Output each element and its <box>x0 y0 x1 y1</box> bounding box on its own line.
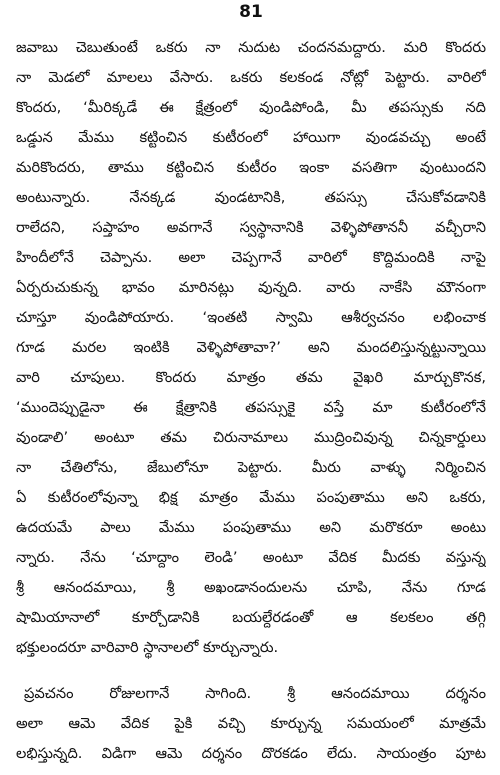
text-line: లభిస్తున్నది. విడిగా ఆమె దర్శనం దొరకడం లేదు. సాయంత్రం పూట <box>16 745 486 762</box>
text-line: జవాబు చెబుతుంటే ఒకరు నా నుదుట చందనమద్దారు. మరి కొందరు <box>16 39 486 56</box>
paragraph-1 <box>16 33 486 663</box>
text-line: నా చేతిలోను, జేబులోనూ పెట్టారు. మీరు వాళ్ళు నిర్మించిన <box>16 459 486 476</box>
page-number: 81 <box>239 2 263 22</box>
text-line: ఏర్పరుచుకున్న భావం మారినట్లు వున్నది. వారు నాకేసి మౌనంగా <box>16 279 486 296</box>
text-line: చూస్తూ వుండిపోయారు. ‘ఇంతటి స్వామి ఆశీర్వచనం లభించాక <box>16 309 486 326</box>
paragraph-2 <box>16 679 486 769</box>
text-line: అంటున్నారు. నేనక్కడ వుండటానికి, తపస్సు చేసుకోవడానికి <box>16 189 486 206</box>
text-line: మరికొందరు, తాము కట్టించిన కుటీరం ఇంకా వసతిగా వుంటుందని <box>16 159 486 176</box>
text-line: భక్తులందరూ వారివారి స్థానాలలో కూర్చున్నారు. <box>16 639 279 656</box>
text-line: హిందీలోనే చెప్పాను. అలా చెప్పగానే వారిలో కొద్దిమందికి నాపై <box>16 249 486 266</box>
text-line: ఉదయమే పాలు మేము పంపుతాము అని మరొకరూ అంటు <box>16 519 486 536</box>
text-line: ఏ కుటీరంలోవున్నా భిక్ష మాత్రం మేము పంపుతాము అని ఒకరు, <box>16 489 486 506</box>
text-line: న్నారు. నేను ‘చూద్దాం లెండి’ అంటూ వేదిక మీదకు వస్తున్న <box>16 549 486 566</box>
text-line: నా మెడలో మాలలు వేసారు. ఒకరు కలకండ నోట్లో పెట్టారు. వారిలో <box>16 69 486 86</box>
text-line: ‘ముందెప్పుడైనా ఈ క్షేత్రానికి తపస్సుకై వస్తే మా కుటీరంలోనే <box>16 399 486 416</box>
text-line: గూడ మరల ఇంటికి వెళ్ళిపోతావా?’ అని మందలిస్తున్నట్టున్నాయి <box>16 339 486 356</box>
text-line: వారి చూపులు. కొందరు మాత్రం తమ వైఖరి మార్చుకొనక, <box>16 369 486 386</box>
text-line: ప్రవచనం రోజులగానే సాగింది. శ్రీ ఆనందమాయి దర్శనం <box>24 685 486 702</box>
text-line: వుండాలి’ అంటూ తమ చిరునామాలు ముద్రించివున్న చిన్నకార్డులు <box>16 429 486 446</box>
text-line: కొందరు, ‘మీరిక్కడే ఈ క్షేత్రంలో వుండిపోండి, మీ తపస్సుకు నది <box>16 99 486 116</box>
text-line: రాలేదని, సప్తాహం అవగానే స్వస్థానానికి వెళ్ళిపోతాననీ వచ్చీరాని <box>16 219 486 236</box>
text-line: శ్రీ ఆనందమాయి, శ్రీ అఖండానందులను చూపి, నేను గూడ <box>16 579 486 596</box>
text-line: అలా ఆమె వేదిక పైకి వచ్చి కూర్చున్న సమయంలో మాత్రమే <box>16 715 486 732</box>
text-line: షామియానాలో కూర్చోడానికి బయల్దేరడంతో ఆ కలకలం తగ్గి <box>16 609 486 626</box>
text-line: ఒడ్డున మేము కట్టించిన కుటీరంలో హాయిగా వుండవచ్చు అంటే <box>16 129 486 146</box>
